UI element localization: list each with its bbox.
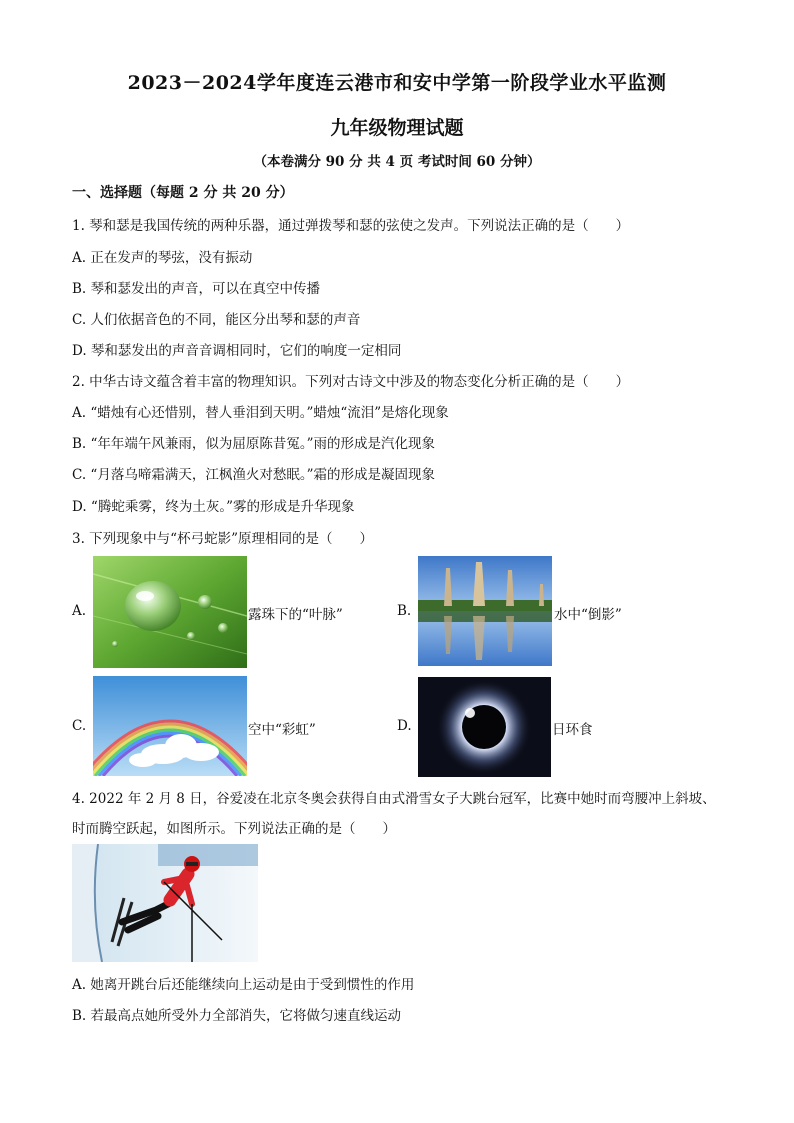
section-heading: 一、选择题（每题 2 分 共 20 分） [72,185,294,201]
q4-option-b: B. 若最高点她所受外力全部消失，它将做匀速直线运动 [72,1008,402,1024]
q3-stem: 3. 下列现象中与“杯弓蛇影”原理相同的是（ ） [72,531,373,547]
q3-option-a-letter: A. [72,603,87,619]
q3-option-a-caption: 露珠下的“叶脉” [248,607,343,623]
q3-option-b-letter: B. [397,603,412,619]
q1-option-d: D. 琴和瑟发出的声音音调相同时，它们的响度一定相同 [72,343,402,359]
q2-option-a: A. “蜡烛有心还惜别，替人垂泪到天明。”蜡烛“流泪”是熔化现象 [72,405,449,421]
solar-eclipse-image [418,677,551,777]
q4-stem-line1: 4. 2022 年 2 月 8 日，谷爱凌在北京冬奥会获得自由式滑雪女子大跳台冠军，比赛中她时而弯腰冲上斜坡、 [72,791,716,807]
water-reflection-image [418,556,552,666]
exam-subtitle: 九年级物理试题 [330,117,464,139]
q1-option-a: A. 正在发声的琴弦，没有振动 [72,250,253,266]
q4-stem-line2: 时而腾空跃起，如图所示。下列说法正确的是（ ） [72,821,396,837]
q3-option-d-caption: 日环食 [552,722,593,738]
q2-option-c: C. “月落乌啼霜满天，江枫渔火对愁眠。”霜的形成是凝固现象 [72,467,435,483]
q1-stem: 1. 琴和瑟是我国传统的两种乐器，通过弹拨琴和瑟的弦使之发声。下列说法正确的是（ ） [72,218,630,234]
skier-image [72,844,258,962]
q1-option-c: C. 人们依据音色的不同，能区分出琴和瑟的声音 [72,312,361,328]
q3-option-b-caption: 水中“倒影” [554,607,622,623]
q3-option-c-letter: C. [72,718,87,734]
exam-info: （本卷满分 90 分 共 4 页 考试时间 60 分钟） [253,154,541,170]
rainbow-image [93,676,247,776]
exam-title: 2023－2024学年度连云港市和安中学第一阶段学业水平监测 [127,72,667,94]
q3-option-d-letter: D. [397,718,412,734]
q1-option-b: B. 琴和瑟发出的声音，可以在真空中传播 [72,281,321,297]
q4-option-a: A. 她离开跳台后还能继续向上运动是由于受到惯性的作用 [72,977,415,993]
q3-option-c-caption: 空中“彩虹” [248,722,316,738]
q2-option-b: B. “年年端午风兼雨，似为屈原陈昔冤。”雨的形成是汽化现象 [72,436,436,452]
q2-stem: 2. 中华古诗文蕴含着丰富的物理知识。下列对古诗文中涉及的物态变化分析正确的是（ ） [72,374,630,390]
q2-option-d: D. “腾蛇乘雾，终为土灰。”雾的形成是升华现象 [72,499,355,515]
dewdrop-leaf-image [93,556,247,668]
